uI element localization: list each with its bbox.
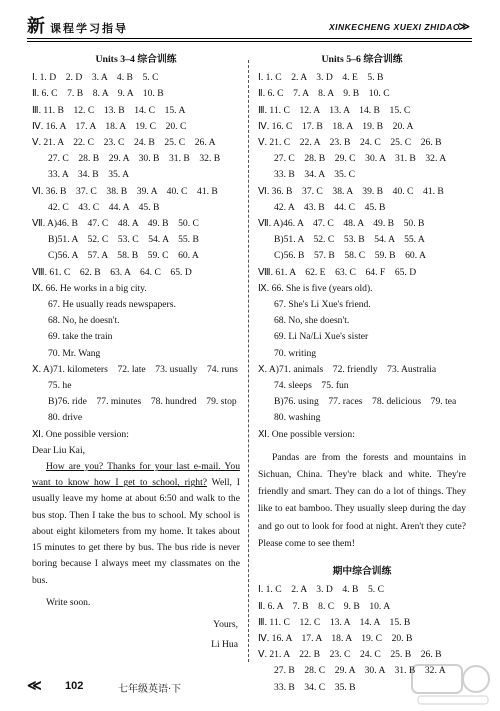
- answer-line: Ⅱ. 6. A 7. B 8. C 9. B 10. A: [258, 600, 391, 612]
- answer-line: Ⅵ. 36. B 37. C 38. B 39. A 40. C 41. B: [32, 185, 218, 197]
- answer-line: Ⅰ. 1. C 2. A 3. D 4. E 5. B: [258, 72, 384, 84]
- answer-line: Ⅺ. One possible version:: [32, 428, 129, 440]
- book-title: 七年级英语·下: [118, 684, 182, 695]
- answer-line: Ⅴ. 21. A 22. C 23. C 24. B 25. C 26. A: [32, 137, 216, 149]
- letter-body: [32, 459, 240, 589]
- answer-line: 27. C 28. B 29. A 30. B 31. B 32. B: [48, 153, 221, 165]
- section-title-units-5-6: Units 5–6 综合训练: [321, 54, 403, 65]
- brand-pinyin: XINKECHENG XUEXI ZHIDAO: [329, 22, 460, 32]
- page-number: 102: [65, 680, 84, 692]
- answer-line: Ⅰ. 1. C 2. A 3. D 4. B 5. C: [258, 584, 384, 596]
- answer-line: Ⅲ. 11. C 12. A 13. A 14. B 15. C: [258, 104, 411, 116]
- answer-list-units-3-4: [32, 70, 240, 443]
- letter-greeting: Dear Liu Kai,: [32, 444, 86, 456]
- answer-line: Ⅱ. 6. C 7. A 8. A 9. B 10. C: [258, 88, 390, 100]
- answer-line: 33. B 34. C 35. B: [274, 681, 356, 693]
- answer-line: 67. He usually reads newspapers.: [48, 299, 176, 311]
- answer-line: Ⅲ. 11. B 12. C 13. B 14. C 15. A: [32, 104, 186, 116]
- answer-line: Ⅺ. One possible version:: [258, 428, 355, 440]
- letter-closing: Write soon.: [46, 596, 91, 608]
- letter-underlined-text: How are you? Thanks for your last e-mail. You want to know how I get to school, right?: [32, 461, 240, 489]
- letter-signature: Li Hua: [211, 639, 238, 651]
- header-rule-thin: [27, 41, 472, 42]
- answer-line: Ⅱ. 6. C 7. B 8. A 9. A 10. B: [32, 88, 164, 100]
- answer-line: 80. washing: [274, 412, 321, 424]
- answer-line: Ⅸ. 66. He works in a big city.: [32, 282, 147, 294]
- answer-line: 68. No, she doesn't.: [274, 315, 350, 327]
- left-column: [32, 52, 240, 653]
- answer-line: Ⅹ. A)71. animals 72. friendly 73. Australia: [258, 363, 437, 375]
- answer-line: C)56. A 57. A 58. B 59. C 60. A: [48, 250, 199, 262]
- answer-line: 70. Mr. Wang: [48, 347, 101, 359]
- answer-list-units-5-6: [258, 70, 466, 443]
- brand-logo-xin: 新: [27, 16, 45, 37]
- letter-body-text: Well, I usually leave my home at about 6:50 and walk to the bus stop. Then I take the bus to school. My school is about eight kilometers from my home. It takes about 15 minutes to get there by bus. The bus ride is never boring because I always meet my classmates on the bus.: [32, 477, 241, 586]
- answer-line: 68. No, he doesn't.: [48, 315, 120, 327]
- answer-line: Ⅴ. 21. C 22. A 23. B 24. C 25. C 26. B: [258, 137, 442, 149]
- page-header: [0, 0, 500, 44]
- answer-line: 27. C 28. B 29. C 30. A 31. B 32. A: [274, 153, 447, 165]
- answer-line: 74. sleeps 75. fun: [274, 380, 349, 392]
- answer-line: B)76. using 77. races 78. delicious 79. tea: [274, 396, 457, 408]
- answer-line: Ⅹ. A)71. kilometers 72. late 73. usually 74. runs: [32, 363, 238, 375]
- answer-line: C)56. B 57. B 58. C 59. B 60. A: [274, 250, 426, 262]
- section-title-units-3-4: Units 3–4 综合训练: [95, 54, 177, 65]
- answer-line: 42. C 43. C 44. A 45. B: [48, 201, 160, 213]
- answer-line: Ⅶ. A)46. B 47. C 48. A 49. B 50. C: [32, 218, 199, 230]
- answer-line: Ⅶ. A)46. A 47. C 48. A 49. B 50. B: [258, 218, 425, 230]
- answer-line: 69. take the train: [48, 331, 113, 343]
- watermark-stamp-icon: [410, 662, 494, 708]
- chevron-left-icon: ≪: [27, 679, 42, 694]
- answer-line: 80. drive: [48, 412, 83, 424]
- answer-line: Ⅸ. 66. She is five (years old).: [258, 282, 373, 294]
- answer-line: Ⅳ. 16. A 17. A 18. A 19. C 20. B: [258, 632, 413, 644]
- answer-line: Ⅳ. 16. A 17. A 18. A 19. C 20. C: [32, 120, 187, 132]
- answer-line: 27. B 28. C 29. A 30. A 31. B 32. A: [274, 665, 446, 677]
- answer-line: 42. A 43. B 44. C 45. B: [274, 201, 386, 213]
- answer-line: 33. A 34. B 35. A: [48, 169, 130, 181]
- answer-line: Ⅲ. 11. C 12. C 13. A 14. A 15. B: [258, 616, 411, 628]
- answer-line: Ⅳ. 16. C 17. B 18. A 19. B 20. A: [258, 120, 414, 132]
- essay-pandas: Pandas are from the forests and mountains in Sichuan, China. They're black and white. They're friendly and smart. They can do a lot of things. They like to eat bamboo. They usually sleep during the day and go out to look for food at night. Aren't they cute? Please come to see them!: [258, 451, 476, 549]
- right-column: [258, 52, 476, 696]
- answer-line: 69. Li Na/Li Xue's sister: [274, 331, 369, 343]
- answer-line: 67. She's Li Xue's friend.: [274, 299, 371, 311]
- answer-line: Ⅵ. 36. B 37. C 38. A 39. B 40. C 41. B: [258, 185, 444, 197]
- letter-yours: Yours,: [213, 618, 238, 630]
- answer-line: 33. B 34. A 35. C: [274, 169, 356, 181]
- answer-line: Ⅰ. 1. D 2. D 3. A 4. B 5. C: [32, 72, 159, 84]
- answer-line: 70. writing: [274, 347, 317, 359]
- answer-line: 75. he: [48, 380, 72, 392]
- answer-line: B)51. A 52. C 53. C 54. A 55. B: [48, 234, 199, 246]
- answer-line: B)51. A 52. C 53. B 54. A 55. A: [274, 234, 425, 246]
- header-rule: [27, 38, 472, 39]
- answer-line: B)76. ride 77. minutes 78. hundred 79. stop: [48, 396, 237, 408]
- answer-line: Ⅷ. 61. C 62. B 63. A 64. C 65. D: [32, 266, 192, 278]
- answer-line: Ⅷ. 61. A 62. E 63. C 64. F 65. D: [258, 266, 417, 278]
- answer-line: Ⅴ. 21. A 22. B 23. C 24. C 25. B 26. B: [258, 649, 442, 661]
- section-title-midterm: 期中综合训练: [332, 566, 392, 578]
- brand-series-name: 课程学习指导: [50, 22, 128, 35]
- chevron-right-icon: ≫: [458, 21, 470, 33]
- column-divider: [248, 60, 249, 662]
